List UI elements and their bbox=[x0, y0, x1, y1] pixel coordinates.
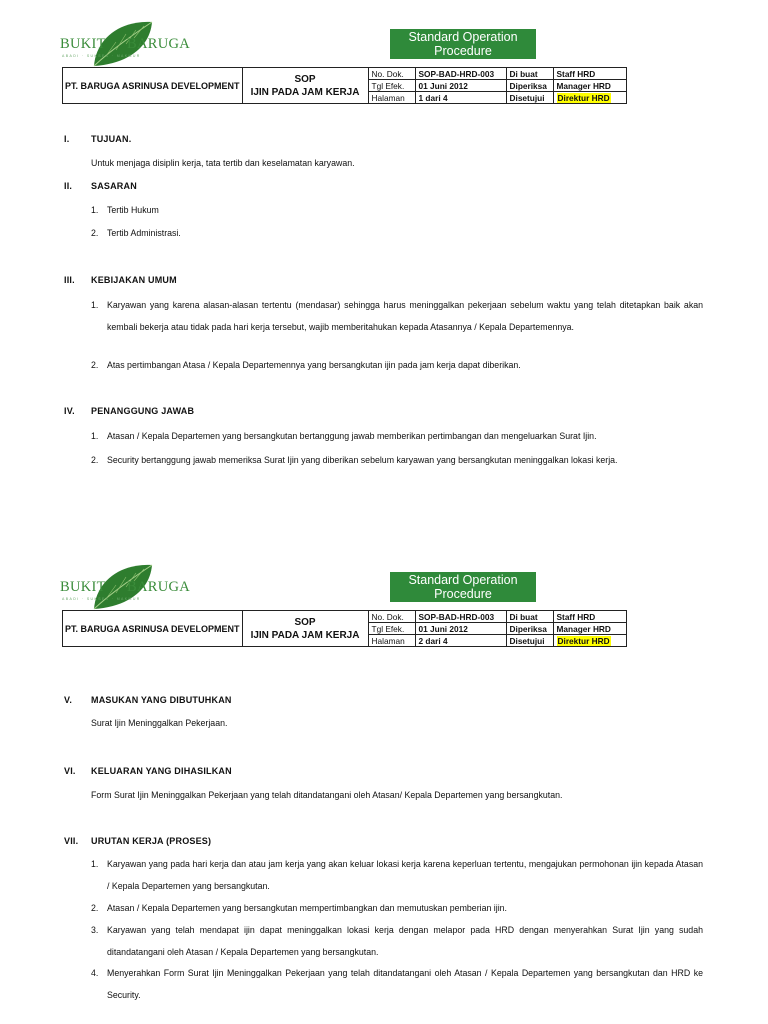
document-header-table bbox=[62, 67, 627, 104]
disetujui-value bbox=[553, 635, 626, 647]
highlight: Direktur HRD bbox=[557, 92, 610, 103]
list-item: 2. Atas pertimbangan Atasa / Kepala Departemennya yang bersangkutan ijin pada jam kerja dapat diberikan. bbox=[91, 360, 521, 370]
section-heading: VI. KELUARAN YANG DIHASILKAN bbox=[64, 766, 232, 776]
company-name: PT. BARUGA ASRINUSA DEVELOPMENT bbox=[63, 68, 243, 104]
halaman-value: 2 dari 4 bbox=[415, 635, 506, 647]
disetujui-label: Disetujui bbox=[506, 92, 553, 104]
doc-type: SOP bbox=[294, 616, 316, 628]
list-item: 2. Atasan / Kepala Departemen yang bersangkutan mempertimbangkan dan memutuskan pemberian ijin. bbox=[91, 903, 508, 913]
tgl-label: Tgl Efek. bbox=[368, 80, 415, 92]
list-item: 1. Tertib Hukum bbox=[91, 205, 159, 215]
doc-title-cell bbox=[242, 611, 368, 647]
diperiksa-value: Manager HRD bbox=[553, 623, 626, 635]
logo-text-left: BUKIT bbox=[60, 36, 106, 52]
logo-text-left: BUKIT bbox=[60, 579, 106, 595]
diperiksa-value: Manager HRD bbox=[553, 80, 626, 92]
section-text: Untuk menjaga disiplin kerja, tata tertib dan keselamatan karyawan. bbox=[91, 158, 355, 168]
dibuat-value: Staff HRD bbox=[553, 68, 626, 80]
no-dok-label: No. Dok. bbox=[368, 611, 415, 623]
sop-title-box: Standard Operation Procedure bbox=[390, 29, 536, 59]
tgl-label: Tgl Efek. bbox=[368, 623, 415, 635]
tgl-value: 01 Juni 2012 bbox=[415, 623, 506, 635]
list-item: 3. Karyawan yang telah mendapat ijin dapat meninggalkan lokasi kerja dengan melapor pada HRD dengan menyerahkan Surat Ijin yang sudah ditandatangani oleh Atasan / Kepala Departemen yang bersangkutan. bbox=[91, 925, 703, 957]
company-logo bbox=[60, 16, 190, 66]
doc-title-cell bbox=[242, 68, 368, 104]
list-item: 4. Menyerahkan Form Surat Ijin Meninggalkan Pekerjaan yang telah ditandatangani oleh Atasan / Kepala Departemen yang bersangkutan dan HRD ke Security. bbox=[91, 968, 703, 1000]
dibuat-value: Staff HRD bbox=[553, 611, 626, 623]
company-name: PT. BARUGA ASRINUSA DEVELOPMENT bbox=[63, 611, 243, 647]
section-heading: VII. URUTAN KERJA (PROSES) bbox=[64, 836, 212, 846]
section-heading: I. TUJUAN. bbox=[64, 134, 132, 144]
halaman-label: Halaman bbox=[368, 92, 415, 104]
section-text: Surat Ijin Meninggalkan Pekerjaan. bbox=[91, 718, 228, 728]
disetujui-label: Disetujui bbox=[506, 635, 553, 647]
disetujui-value bbox=[553, 92, 626, 104]
logo-tagline: ABADI · SUKSES · MAKMUR bbox=[62, 597, 141, 601]
doc-type: SOP bbox=[294, 73, 316, 85]
highlight: Direktur HRD bbox=[557, 635, 610, 646]
dibuat-label: Di buat bbox=[506, 611, 553, 623]
tgl-value: 01 Juni 2012 bbox=[415, 80, 506, 92]
dibuat-label: Di buat bbox=[506, 68, 553, 80]
halaman-label: Halaman bbox=[368, 635, 415, 647]
list-item: 1. Atasan / Kepala Departemen yang bersangkutan bertanggung jawab memberikan pertimbangan dan mengeluarkan Surat Ijin. bbox=[91, 431, 597, 441]
section-text: Form Surat Ijin Meninggalkan Pekerjaan yang telah ditandatangani oleh Atasan/ Kepala Departemen yang bersangkutan. bbox=[91, 790, 563, 800]
list-item: 2. Tertib Administrasi. bbox=[91, 228, 181, 238]
diperiksa-label: Diperiksa bbox=[506, 80, 553, 92]
section-heading: II. SASARAN bbox=[64, 181, 137, 191]
logo-text-right: BARUGA bbox=[127, 36, 191, 52]
section-heading: V. MASUKAN YANG DIBUTUHKAN bbox=[64, 695, 232, 705]
doc-title: IJIN PADA JAM KERJA bbox=[250, 629, 360, 641]
list-item: 1. Karyawan yang pada hari kerja dan atau jam kerja yang akan keluar lokasi kerja karena keperluan tertentu, mengajukan permohonan ijin kepada Atasan / Kepala Departemen yang bersangkutan. bbox=[91, 859, 703, 891]
diperiksa-label: Diperiksa bbox=[506, 623, 553, 635]
logo-text-right: BARUGA bbox=[127, 579, 191, 595]
list-item: 1. Karyawan yang karena alasan-alasan tertentu (mendasar) sehingga harus meninggalkan pekerjaan sebelum waktu yang telah ditetapkan baik akan kembali bekerja atau tidak pada hari kerja tersebut, wajib memberitahukan kepada Atasannya / Kepala Departemennya. bbox=[91, 300, 703, 332]
section-heading: IV. PENANGGUNG JAWAB bbox=[64, 406, 195, 416]
company-logo bbox=[60, 559, 190, 609]
sop-title-box: Standard Operation Procedure bbox=[390, 572, 536, 602]
doc-title: IJIN PADA JAM KERJA bbox=[250, 86, 360, 98]
no-dok-value: SOP-BAD-HRD-003 bbox=[415, 68, 506, 80]
document-header-table bbox=[62, 610, 627, 647]
no-dok-label: No. Dok. bbox=[368, 68, 415, 80]
section-heading: III. KEBIJAKAN UMUM bbox=[64, 275, 177, 285]
halaman-value: 1 dari 4 bbox=[415, 92, 506, 104]
list-item: 2. Security bertanggung jawab memeriksa Surat Ijin yang diberikan sebelum karyawan yang bersangkutan meninggalkan lokasi kerja. bbox=[91, 455, 618, 465]
no-dok-value: SOP-BAD-HRD-003 bbox=[415, 611, 506, 623]
logo-tagline: ABADI · SUKSES · MAKMUR bbox=[62, 54, 141, 58]
